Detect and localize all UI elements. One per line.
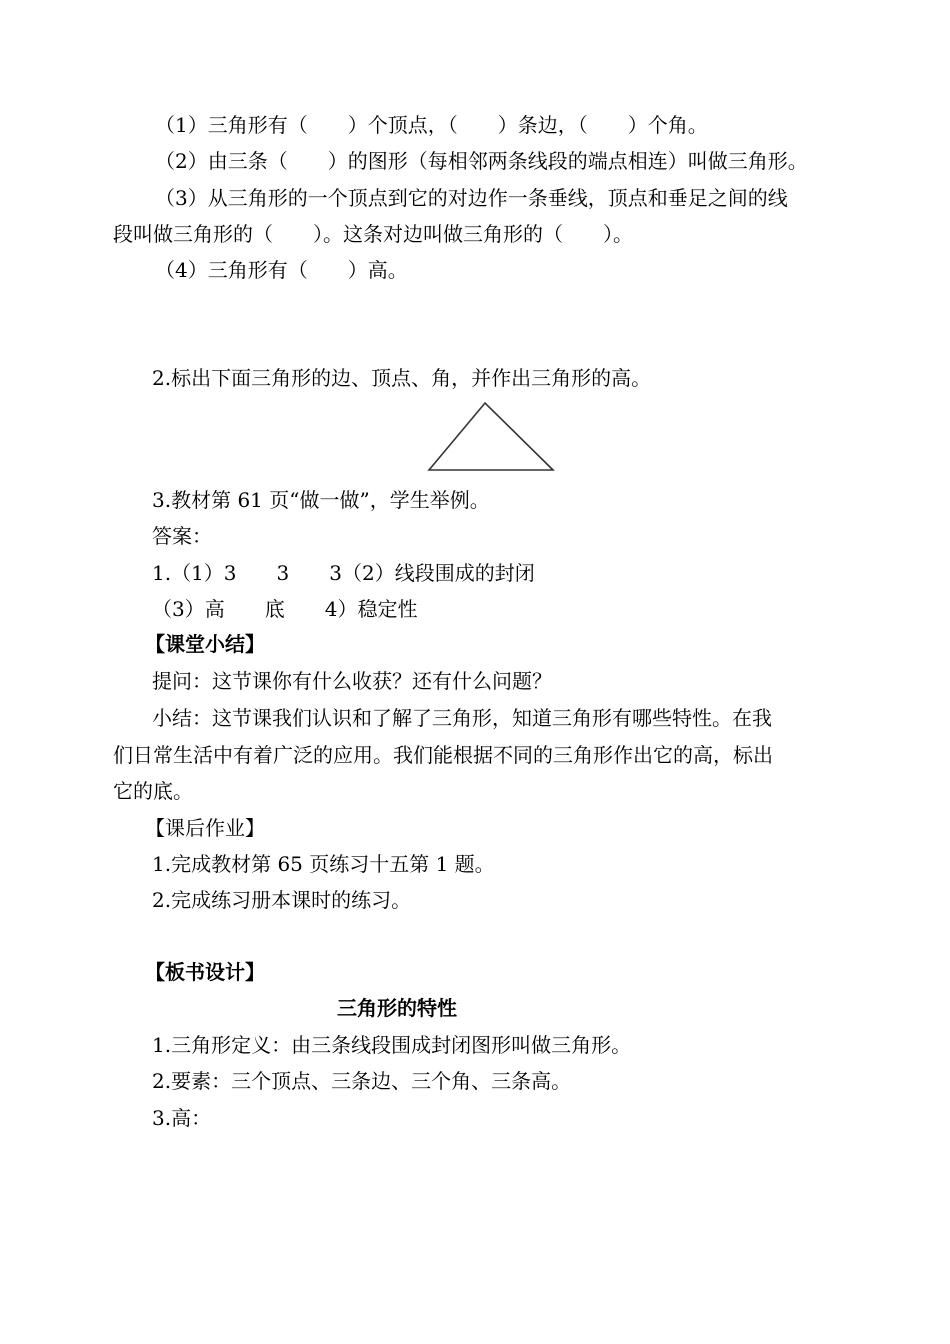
summary-heading: 【课堂小结】 [145, 632, 265, 656]
homework-item-1: 1.完成教材第 65 页练习十五第 1 题。 [152, 852, 495, 876]
homework-item-2: 2.完成练习册本课时的练习。 [152, 888, 412, 912]
homework-heading: 【课后作业】 [145, 816, 265, 840]
answers-line-1: 1.（1）3 3 3（2）线段围成的封闭 [152, 561, 535, 585]
board-item-2: 2.要素：三个顶点、三条边、三个角、三条高。 [152, 1069, 572, 1093]
exercise-1-question-3-line-2: 段叫做三角形的（ ）。这条对边叫做三角形的（ ）。 [113, 222, 633, 246]
summary-text-line-3: 它的底。 [113, 779, 193, 803]
answers-line-2: （3）高 底 4）稳定性 [152, 597, 418, 621]
board-title: 三角形的特性 [337, 996, 457, 1020]
exercise-1-question-2: （2）由三条（ ）的图形（每相邻两条线段的端点相连）叫做三角形。 [155, 149, 808, 173]
board-item-3: 3.高： [152, 1106, 212, 1130]
exercise-1-question-3-line-1: （3）从三角形的一个顶点到它的对边作一条垂线，顶点和垂足之间的线 [155, 186, 788, 210]
summary-text-line-1: 小结：这节课我们认识和了解了三角形，知道三角形有哪些特性。在我 [152, 706, 772, 730]
exercise-2: 2.标出下面三角形的边、顶点、角，并作出三角形的高。 [152, 366, 652, 390]
exercise-3: 3.教材第 61 页“做一做”，学生举例。 [152, 488, 490, 512]
board-heading: 【板书设计】 [145, 960, 265, 984]
board-item-1: 1.三角形定义：由三条线段围成封闭图形叫做三角形。 [152, 1033, 632, 1057]
answers-label: 答案： [152, 524, 212, 548]
exercise-1-question-4: （4）三角形有（ ）高。 [155, 258, 408, 282]
exercise-1-question-1: （1）三角形有（ ）个顶点，（ ）条边，（ ）个角。 [155, 113, 708, 137]
summary-text-line-2: 们日常生活中有着广泛的应用。我们能根据不同的三角形作出它的高，标出 [113, 743, 773, 767]
triangle-figure [426, 400, 556, 474]
summary-question: 提问：这节课你有什么收获？还有什么问题？ [152, 669, 552, 693]
triangle-shape [429, 403, 553, 470]
